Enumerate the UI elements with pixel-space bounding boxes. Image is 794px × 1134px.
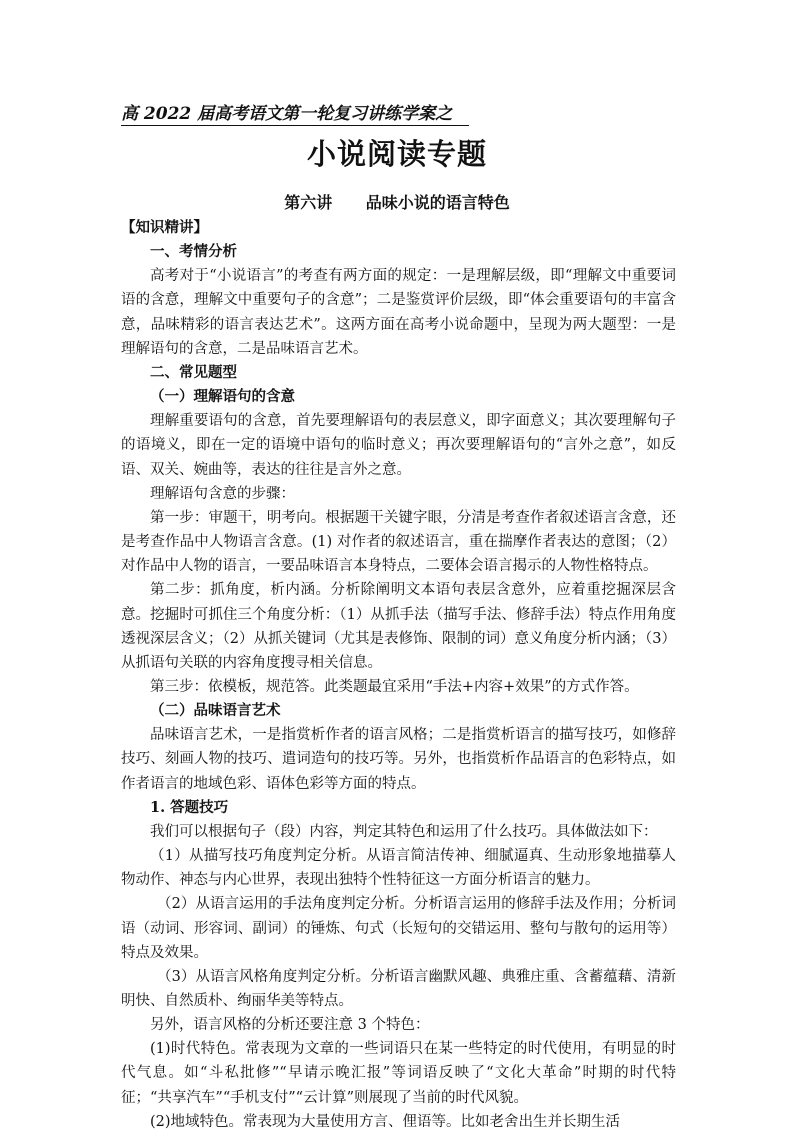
paragraph-skill-1: （1）从描写技巧角度判定分析。从语言简洁传神、细腻逼真、生动形象地描摹人物动作、神态与内心世界，表现出独特个性特征这一方面分析语言的魅力。 [121,848,676,889]
paragraph-style-region: (2)地域特色。常表现为大量使用方言、俚语等。比如老舍出生并长期生活 [150,1113,621,1130]
document-header: 高 2022 届高考语文第一轮复习讲练学案之 [121,99,469,126]
page-title: 小说阅读专题 [306,137,487,171]
heading-language-art: （二）品味语言艺术 [150,702,281,720]
heading-answer-skills: 1. 答题技巧 [150,798,229,816]
paragraph-style-era: (1)时代特色。常表现为文章的一些词语只在某一些特定的时代使用，有明显的时代气息。如“斗私批修”“早请示晚汇报”等词语反映了“文化大革命”时期的时代特征；“共享汽车”“手机支付”“云计算”则展现了当前的时代风貌。 [121,1041,676,1106]
paragraph-step-1: 第一步：审题干，明考向。根据题干关键字眼，分清是考查作者叙述语言含意，还是考查作品中人物语言含意。(1) 对作者的叙述语言，重在揣摩作者表达的意图；（2）对作品中人物的语言，一要品味语言本身特点，二要体会语言揭示的人物性格特点。 [121,509,676,575]
section-label: 【知识精讲】 [121,219,208,236]
paragraph-understand-meaning: 理解重要语句的含意，首先要理解语句的表层意义，即字面意义；其次要理解句子的语境义，即在一定的语境中语句的临时意义；再次要理解语句的“言外之意”，如反语、双关、婉曲等，表达的往往是言外之意。 [121,413,676,478]
paragraph-skill-3: （3）从语言风格角度判定分析。分析语言幽默风趣、典雅庄重、含蓄蕴藉、清新明快、自然质朴、绚丽华美等特点。 [121,968,676,1009]
paragraph-language-art: 品味语言艺术，一是指赏析作者的语言风格；二是指赏析语言的描写技巧，如修辞技巧、刻画人物的技巧、遣词造句的技巧等。另外，也指赏析作品语言的色彩特点，如作者语言的地域色彩、语体色彩等方面的特点。 [121,727,676,792]
heading-exam-analysis: 一、考情分析 [150,243,237,261]
heading-common-types: 二、常见题型 [150,363,237,381]
paragraph-skill-2: （2）从语言运用的手法角度判定分析。分析语言运用的修辞手法及作用；分析词语（动词、形容词、副词）的锤炼、句式（长短句的交错运用、整句与散句的运用等）特点及效果。 [121,896,676,961]
lecture-subtitle: 第六讲 品味小说的语言特色 [284,193,510,212]
paragraph-step-2: 第二步：抓角度，析内涵。分析除阐明文本语句表层含意外，应着重挖掘深层含意。挖掘时可抓住三个角度分析：（1）从抓手法（描写手法、修辞手法）特点作用角度透视深层含义；（2）从抓关键词（尤其是表修饰、限制的词）意义角度分析内涵；（3）从抓语句关联的内容角度搜寻相关信息。 [121,582,676,671]
paragraph-step-3: 第三步：依模板，规范答。此类题最宜采用“手法+内容+效果”的方式作答。 [150,678,639,695]
document-body [121,216,676,1134]
paragraph-style-intro: 另外，语言风格的分析还要注意 3 个特色： [150,1017,430,1034]
paragraph-exam-analysis: 高考对于“小说语言”的考查有两方面的规定：一是理解层级，即“理解文中重要词语的含意，理解文中重要句子的含意”；二是鉴赏评价层级，即“体会重要语句的丰富含意，品味精彩的语言表达艺术”。这两方面在高考小说命题中，呈现为两大题型：一是理解语句的含意，二是品味语言艺术。 [121,268,676,357]
paragraph-answer-skills: 我们可以根据句子（段）内容，判定其特色和运用了什么技巧。具体做法如下： [150,823,658,840]
paragraph-steps-intro: 理解语句含意的步骤： [150,485,295,502]
heading-understand-meaning: （一）理解语句的含意 [150,388,295,406]
